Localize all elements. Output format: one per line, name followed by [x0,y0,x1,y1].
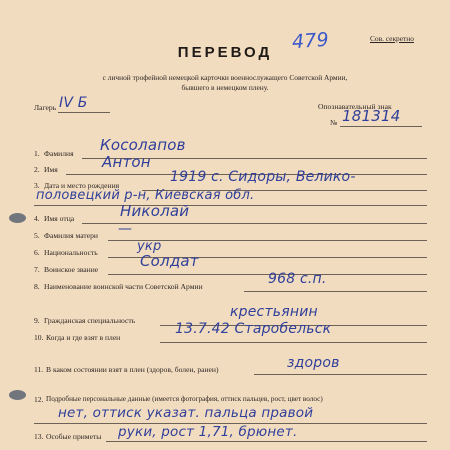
field-2-num: 2. [34,165,40,174]
field-11-value: здоров [287,355,340,371]
field-6-num: 6. [34,248,40,257]
field-9-num: 9. [34,316,40,325]
subtitle-line-2: бывшего в немецком плену. [181,83,269,92]
document-title: ПЕРЕВОД [177,44,273,61]
punch-hole-top [9,213,26,223]
classification-stamp: Сов. секретно [370,34,414,43]
camp-underline [58,112,110,113]
field-3-num: 3. [34,181,40,190]
field-10-num: 10. [34,333,44,342]
field-5-num: 5. [34,231,40,240]
id-tag-label: Опознавательный знак [318,102,392,111]
field-11-label: В каком состоянии взят в плен (здоров, болен, ранен) [46,365,219,374]
field-5-label: Фамилия матери [44,231,98,240]
field-9-label: Гражданская специальность [44,316,136,325]
field-1-value: Косолапов [100,136,186,154]
field-12-value: нет, оттиск указат. пальца правой [58,405,314,421]
field-1-num: 1. [34,149,40,158]
field-12-num: 12. [34,395,44,404]
field-10-value: 13.7.42 Старобельск [175,321,332,337]
field-2-label: Имя [44,165,58,174]
field-11-underline [254,374,427,375]
field-6-label: Национальность [44,248,98,257]
field-5-value: — [118,221,133,237]
field-7-label: Воинское звание [44,265,99,274]
field-13-num: 13. [34,432,44,441]
id-tag-number-sign: № [330,118,338,127]
field-13-underline [106,441,427,442]
field-3-label: Дата и место рождения [44,181,120,190]
field-3-underline-2 [34,205,427,206]
field-1-label: Фамилия [44,149,74,158]
field-7-value: Солдат [140,252,199,270]
field-10-label: Когда и где взят в плен [46,333,121,342]
field-9-value: крестьянин [230,304,318,320]
id-tag-value: 181314 [342,107,401,125]
field-4-num: 4. [34,214,40,223]
id-tag-underline [340,126,422,127]
field-7-num: 7. [34,265,40,274]
field-2-value: Антон [102,153,151,171]
field-11-num: 11. [34,365,44,374]
field-6-value: укр [137,239,162,254]
punch-hole-bottom [9,390,26,400]
camp-value: IV Б [59,95,88,111]
field-4-underline [82,223,427,224]
field-8-label: Наименование воинской части Советской Армии [44,282,203,291]
field-3-value: 1919 с. Сидоры, Велико- [170,169,356,185]
field-8-underline [244,291,427,292]
field-4-label: Имя отца [44,214,75,223]
field-3-value-continued: половецкий р-н, Киевская обл. [36,188,255,203]
field-8-num: 8. [34,282,40,291]
subtitle-line-1: с личной трофейной немецкой карточки военнослужащего Советской Армии, [102,73,348,82]
camp-label: Лагерь [34,103,57,112]
field-4-value: Николай [120,202,190,220]
field-10-underline [160,342,427,343]
handwritten-number: 479 [291,28,330,54]
field-13-label: Особые приметы [46,432,102,441]
field-12-label: Подробные персональные данные (имеется фотография, оттиск пальцев, рост, цвет волос) [46,395,323,403]
field-13-value: руки, рост 1,71, брюнет. [118,424,298,440]
field-8-value: 968 с.п. [268,271,327,287]
